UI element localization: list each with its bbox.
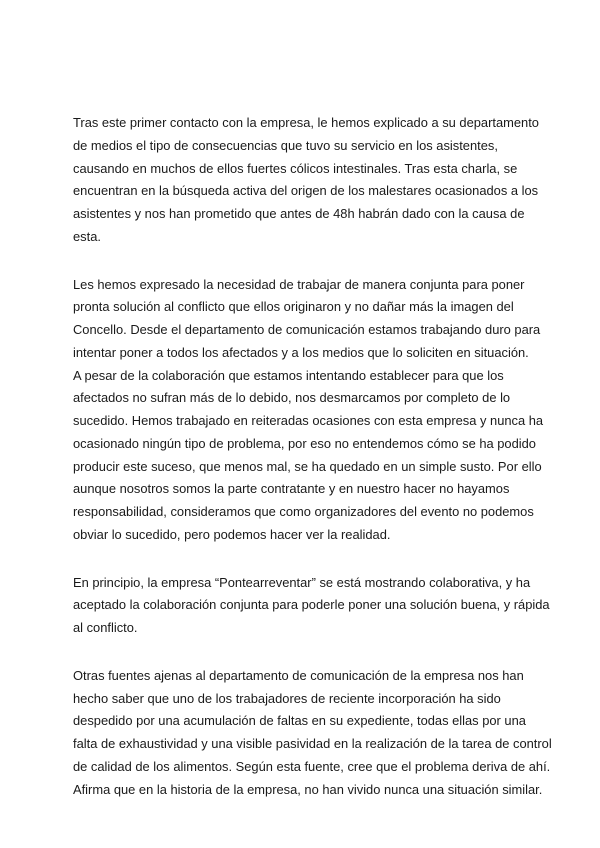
paragraph-4	[73, 665, 552, 802]
document-body	[73, 112, 552, 826]
paragraph-3	[73, 572, 550, 640]
text-line: Otras fuentes ajenas al departamento de comunicación de la empresa nos han	[73, 667, 524, 683]
text-line: responsabilidad, consideramos que como organizadores del evento no podemos	[73, 504, 534, 519]
text-line: obviar lo sucedido, pero podemos hacer ver la realidad.	[73, 526, 391, 542]
text-line: falta de exhaustividad y una visible pasividad en la realización de la tarea de control	[73, 736, 552, 751]
paragraph-1	[73, 112, 539, 249]
text-line: despedido por una acumulación de faltas en su expediente, todas ellas por una	[73, 713, 526, 729]
text-line: Les hemos expresado la necesidad de trabajar de manera conjunta para poner	[73, 276, 525, 292]
text-line: hecho saber que uno de los trabajadores de reciente incorporación ha sido	[73, 690, 501, 706]
text-line: de medios el tipo de consecuencias que tuvo su servicio en los asistentes,	[73, 137, 498, 153]
text-line: En principio, la empresa “Pontearreventar” se está mostrando colaborativa, y ha	[73, 574, 531, 590]
text-line: intentar poner a todos los afectados y a los medios que lo soliciten en situación.	[73, 344, 529, 360]
text-line: Concello. Desde el departamento de comunicación estamos trabajando duro para	[73, 322, 541, 337]
text-line: producir este suceso, que menos mal, se ha quedado en un simple susto. Por ello	[73, 458, 542, 474]
text-line: ocasionado ningún tipo de problema, por eso no entendemos cómo se ha podido	[73, 435, 536, 451]
text-line: aunque nosotros somos la parte contratante y en nuestro hacer no hayamos	[73, 481, 510, 497]
text-line: causando en muchos de ellos fuertes cólicos intestinales. Tras esta charla, se	[73, 160, 518, 176]
text-line: Afirma que en la historia de la empresa, no han vivido nunca una situación similar.	[73, 781, 543, 797]
text-line: Tras este primer contacto con la empresa, le hemos explicado a su departamento	[73, 115, 539, 130]
text-line: pronta solución al conflicto que ellos originaron y no dañar más la imagen del	[73, 299, 514, 315]
text-line: A pesar de la colaboración que estamos intentando establecer para que los	[73, 367, 504, 383]
text-line: de calidad de los alimentos. Según esta fuente, cree que el problema deriva de ahí.	[73, 758, 551, 774]
text-line: afectados no sufran más de lo debido, nos desmarcamos por completo de lo	[73, 390, 511, 406]
text-line: esta.	[73, 228, 101, 244]
text-line: aceptado la colaboración conjunta para poderle poner una solución buena, y rápida	[73, 597, 550, 613]
text-line: asistentes y nos han prometido que antes de 48h habrán dado con la causa de	[73, 206, 525, 221]
text-line: al conflicto.	[73, 620, 138, 635]
text-line: sucedido. Hemos trabajado en reiteradas ocasiones con esta empresa y nunca ha	[73, 413, 544, 428]
paragraph-2	[73, 274, 544, 547]
text-line: encuentran en la búsqueda activa del origen de los malestares ocasionados a los	[73, 183, 539, 199]
